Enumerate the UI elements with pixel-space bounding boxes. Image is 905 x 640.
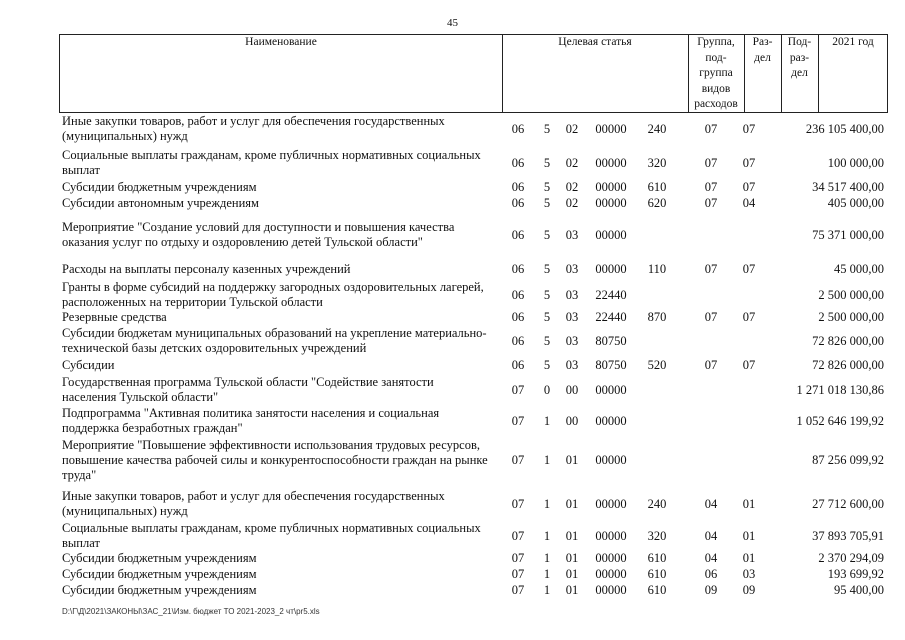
cell-b: 5 <box>543 287 551 302</box>
cell-c: 02 <box>565 155 579 170</box>
cell-d: 00000 <box>595 121 627 136</box>
table-header <box>59 34 888 113</box>
cell-a: 06 <box>511 287 525 302</box>
row-name <box>62 148 502 178</box>
cell-c: 03 <box>565 227 579 242</box>
row-name-line: Субсидии бюджетным учреждениям <box>62 180 257 194</box>
cell-c: 03 <box>565 262 579 276</box>
cell-b: 5 <box>543 121 551 136</box>
cell-amount: 27 712 600,00 <box>812 496 884 511</box>
cell-c: 01 <box>565 528 579 543</box>
table-row <box>62 326 892 356</box>
header-group-line: группа <box>699 67 733 79</box>
row-name-line: (муниципальных) нужд <box>62 129 188 143</box>
cell-a: 07 <box>511 583 525 597</box>
cell-a: 07 <box>511 382 525 397</box>
cell-grp: 110 <box>647 262 667 276</box>
cell-d: 00000 <box>595 528 627 543</box>
cell-b: 0 <box>543 382 551 397</box>
cell-sub: 07 <box>742 155 756 170</box>
cell-a: 07 <box>511 528 525 543</box>
row-name-line: Расходы на выплаты персоналу казенных учреждений <box>62 262 351 276</box>
cell-c: 03 <box>565 287 579 302</box>
row-name-line: труда" <box>62 468 97 482</box>
header-section <box>744 35 781 112</box>
header-group-line: видов <box>701 82 731 95</box>
cell-d: 00000 <box>595 227 627 242</box>
table-row <box>62 114 892 144</box>
row-name-line: повышение качества рабочей силы и конкурентоспособности граждан на рынке <box>62 453 488 467</box>
row-name <box>62 489 502 519</box>
cell-d: 00000 <box>595 551 627 565</box>
row-name-line: выплат <box>62 536 100 550</box>
header-subsection-line: Под- <box>787 36 812 48</box>
cell-sec: 07 <box>704 196 718 210</box>
row-name-line: Иные закупки товаров, работ и услуг для обеспечения государственных <box>62 114 445 128</box>
row-name <box>62 114 502 144</box>
header-year: 2021 год <box>832 36 874 48</box>
row-name-line: населения Тульской области" <box>62 390 219 404</box>
row-name <box>62 438 502 483</box>
cell-d: 00000 <box>595 180 627 194</box>
header-group-line: под- <box>705 51 727 64</box>
cell-sec: 07 <box>704 121 718 136</box>
cell-c: 03 <box>565 358 579 372</box>
row-name-line: Социальные выплаты гражданам, кроме публичных нормативных социальных <box>62 521 481 535</box>
row-name-line: поддержка безработных граждан" <box>62 421 243 435</box>
row-name-line: Субсидии бюджетным учреждениям <box>62 567 257 581</box>
cell-d: 00000 <box>595 382 627 397</box>
cell-d: 00000 <box>595 496 627 511</box>
row-name-line: Иные закупки товаров, работ и услуг для обеспечения государственных <box>62 489 445 503</box>
row-name-line: Резервные средства <box>62 310 167 324</box>
cell-c: 03 <box>565 333 579 348</box>
header-group-line: Группа, <box>697 36 735 48</box>
cell-amount: 87 256 099,92 <box>812 453 884 467</box>
header-section-line: Раз- <box>752 36 773 48</box>
header-subsection <box>781 35 818 112</box>
cell-a: 06 <box>511 333 525 348</box>
cell-b: 1 <box>543 567 551 581</box>
cell-d: 80750 <box>595 358 627 372</box>
cell-sec: 04 <box>704 496 718 511</box>
cell-d: 22440 <box>595 287 627 302</box>
cell-a: 06 <box>511 196 525 210</box>
cell-c: 01 <box>565 583 579 597</box>
cell-c: 01 <box>565 567 579 581</box>
row-name-line: Социальные выплаты гражданам, кроме публичных нормативных социальных <box>62 148 481 162</box>
cell-sec: 06 <box>704 567 718 581</box>
row-name <box>62 220 502 250</box>
table-row <box>62 489 892 519</box>
cell-c: 01 <box>565 453 579 467</box>
cell-amount: 2 370 294,09 <box>818 551 884 565</box>
table-row <box>62 551 892 566</box>
cell-sec: 09 <box>704 583 718 597</box>
table-row <box>62 148 892 178</box>
cell-grp: 610 <box>647 567 667 581</box>
cell-d: 00000 <box>595 567 627 581</box>
row-name <box>62 310 502 325</box>
cell-grp: 610 <box>647 551 667 565</box>
cell-d: 00000 <box>595 413 627 428</box>
cell-c: 00 <box>565 382 579 397</box>
cell-amount: 100 000,00 <box>827 155 884 170</box>
cell-grp: 620 <box>647 196 667 210</box>
table-row <box>62 280 892 310</box>
row-name-line: Государственная программа Тульской области "Содействие занятости <box>62 375 434 389</box>
cell-b: 1 <box>543 583 551 597</box>
cell-sec: 07 <box>704 155 718 170</box>
table-row <box>62 375 892 405</box>
row-name-line: (муниципальных) нужд <box>62 504 188 518</box>
row-name <box>62 280 502 310</box>
cell-sec: 07 <box>704 262 718 276</box>
row-name <box>62 180 502 195</box>
row-name <box>62 196 502 211</box>
row-name-line: Субсидии <box>62 358 115 372</box>
cell-amount: 2 500 000,00 <box>818 310 884 324</box>
cell-d: 80750 <box>595 333 627 348</box>
cell-c: 02 <box>565 180 579 194</box>
cell-amount: 75 371 000,00 <box>812 227 884 242</box>
header-subsection-line: раз- <box>789 51 810 64</box>
cell-a: 07 <box>511 413 525 428</box>
cell-grp: 240 <box>647 496 667 511</box>
cell-sub: 07 <box>742 180 756 194</box>
cell-grp: 240 <box>647 121 667 136</box>
header-section-line: дел <box>754 51 771 64</box>
table-row <box>62 438 892 483</box>
cell-a: 06 <box>511 180 525 194</box>
cell-b: 1 <box>543 528 551 543</box>
cell-d: 00000 <box>595 453 627 467</box>
cell-amount: 37 893 705,91 <box>812 528 884 543</box>
row-name-line: Мероприятие "Повышение эффективности использования трудовых ресурсов, <box>62 438 480 452</box>
cell-b: 5 <box>543 196 551 210</box>
cell-b: 1 <box>543 453 551 467</box>
cell-a: 06 <box>511 121 525 136</box>
cell-grp: 610 <box>647 583 667 597</box>
row-name <box>62 551 502 566</box>
header-group <box>688 35 744 112</box>
cell-b: 5 <box>543 333 551 348</box>
row-name-line: расположенных на территории Тульской области <box>62 295 323 309</box>
row-name <box>62 326 502 356</box>
table-row <box>62 220 892 250</box>
cell-sec: 04 <box>704 551 718 565</box>
cell-amount: 34 517 400,00 <box>812 180 884 194</box>
row-name <box>62 521 502 551</box>
cell-sub: 07 <box>742 121 756 136</box>
row-name <box>62 583 502 598</box>
cell-b: 5 <box>543 262 551 276</box>
row-name-line: Подпрограмма "Активная политика занятости населения и социальная <box>62 406 440 420</box>
cell-d: 22440 <box>595 310 627 324</box>
row-name <box>62 262 502 277</box>
cell-a: 06 <box>511 310 525 324</box>
cell-amount: 95 400,00 <box>834 583 884 597</box>
cell-amount: 193 699,92 <box>827 567 884 581</box>
row-name-line: Мероприятие "Создание условий для доступности и повышения качества <box>62 220 455 234</box>
table-row <box>62 521 892 551</box>
table-row <box>62 406 892 436</box>
cell-sub: 04 <box>742 196 756 210</box>
header-subsection-line: дел <box>791 67 808 79</box>
cell-a: 06 <box>511 155 525 170</box>
cell-c: 02 <box>565 196 579 210</box>
row-name-line: Субсидии бюджетам муниципальных образований на укрепление материально- <box>62 326 487 340</box>
cell-amount: 72 826 000,00 <box>812 358 884 372</box>
cell-sub: 01 <box>742 551 756 565</box>
cell-b: 1 <box>543 413 551 428</box>
cell-d: 00000 <box>595 262 627 276</box>
cell-grp: 520 <box>647 358 667 372</box>
cell-c: 01 <box>565 551 579 565</box>
cell-grp: 870 <box>647 310 667 324</box>
table-row <box>62 310 892 325</box>
cell-sec: 07 <box>704 180 718 194</box>
cell-b: 1 <box>543 496 551 511</box>
table-row <box>62 196 892 211</box>
cell-a: 06 <box>511 227 525 242</box>
row-name <box>62 567 502 582</box>
cell-a: 07 <box>511 551 525 565</box>
page-number: 45 <box>447 17 458 29</box>
row-name <box>62 358 502 373</box>
cell-d: 00000 <box>595 196 627 210</box>
cell-amount: 45 000,00 <box>834 262 884 276</box>
table-row <box>62 358 892 373</box>
row-name-line: выплат <box>62 163 100 177</box>
cell-a: 07 <box>511 567 525 581</box>
row-name-line: технической базы детских оздоровительных учреждений <box>62 341 367 355</box>
header-name: Наименование <box>245 36 317 48</box>
cell-sub: 09 <box>742 583 756 597</box>
cell-grp: 320 <box>647 155 667 170</box>
cell-grp: 320 <box>647 528 667 543</box>
row-name-line: Субсидии автономным учреждениям <box>62 196 259 210</box>
header-target-article: Целевая статья <box>558 36 632 48</box>
cell-amount: 1 271 018 130,86 <box>796 382 884 397</box>
row-name-line: оказания услуг по отдыху и оздоровлению детей Тульской области" <box>62 235 423 249</box>
row-name <box>62 375 502 405</box>
cell-amount: 1 052 646 199,92 <box>796 413 884 428</box>
cell-d: 00000 <box>595 155 627 170</box>
cell-amount: 72 826 000,00 <box>812 333 884 348</box>
cell-c: 01 <box>565 496 579 511</box>
table-row <box>62 180 892 195</box>
cell-amount: 236 105 400,00 <box>805 121 884 136</box>
cell-b: 5 <box>543 358 551 372</box>
cell-c: 03 <box>565 310 579 324</box>
cell-sec: 07 <box>704 310 718 324</box>
cell-d: 00000 <box>595 583 627 597</box>
row-name <box>62 406 502 436</box>
cell-c: 02 <box>565 121 579 136</box>
cell-a: 06 <box>511 358 525 372</box>
cell-amount: 2 500 000,00 <box>818 287 884 302</box>
header-group-line: расходов <box>694 98 738 110</box>
table-row <box>62 567 892 582</box>
cell-sec: 04 <box>704 528 718 543</box>
cell-b: 5 <box>543 180 551 194</box>
cell-b: 5 <box>543 155 551 170</box>
file-path: D:\Г\Д\2021\ЗАКОНЫ\ЗАС_21\Изм. бюджет ТО 2021-2023_2 чт\pr5.xls <box>62 607 320 616</box>
cell-c: 00 <box>565 413 579 428</box>
cell-a: 06 <box>511 262 525 276</box>
cell-b: 5 <box>543 310 551 324</box>
cell-sub: 07 <box>742 262 756 276</box>
cell-sub: 01 <box>742 496 756 511</box>
cell-a: 07 <box>511 496 525 511</box>
cell-sub: 01 <box>742 528 756 543</box>
cell-amount: 405 000,00 <box>827 196 884 210</box>
cell-sub: 07 <box>742 310 756 324</box>
cell-b: 5 <box>543 227 551 242</box>
row-name-line: Субсидии бюджетным учреждениям <box>62 583 257 597</box>
cell-grp: 610 <box>647 180 667 194</box>
row-name-line: Субсидии бюджетным учреждениям <box>62 551 257 565</box>
cell-sub: 07 <box>742 358 756 372</box>
cell-a: 07 <box>511 453 525 467</box>
table-row <box>62 262 892 277</box>
cell-b: 1 <box>543 551 551 565</box>
row-name-line: Гранты в форме субсидий на поддержку загородных оздоровительных лагерей, <box>62 280 484 294</box>
cell-sub: 03 <box>742 567 756 581</box>
cell-sec: 07 <box>704 358 718 372</box>
table-row <box>62 583 892 598</box>
